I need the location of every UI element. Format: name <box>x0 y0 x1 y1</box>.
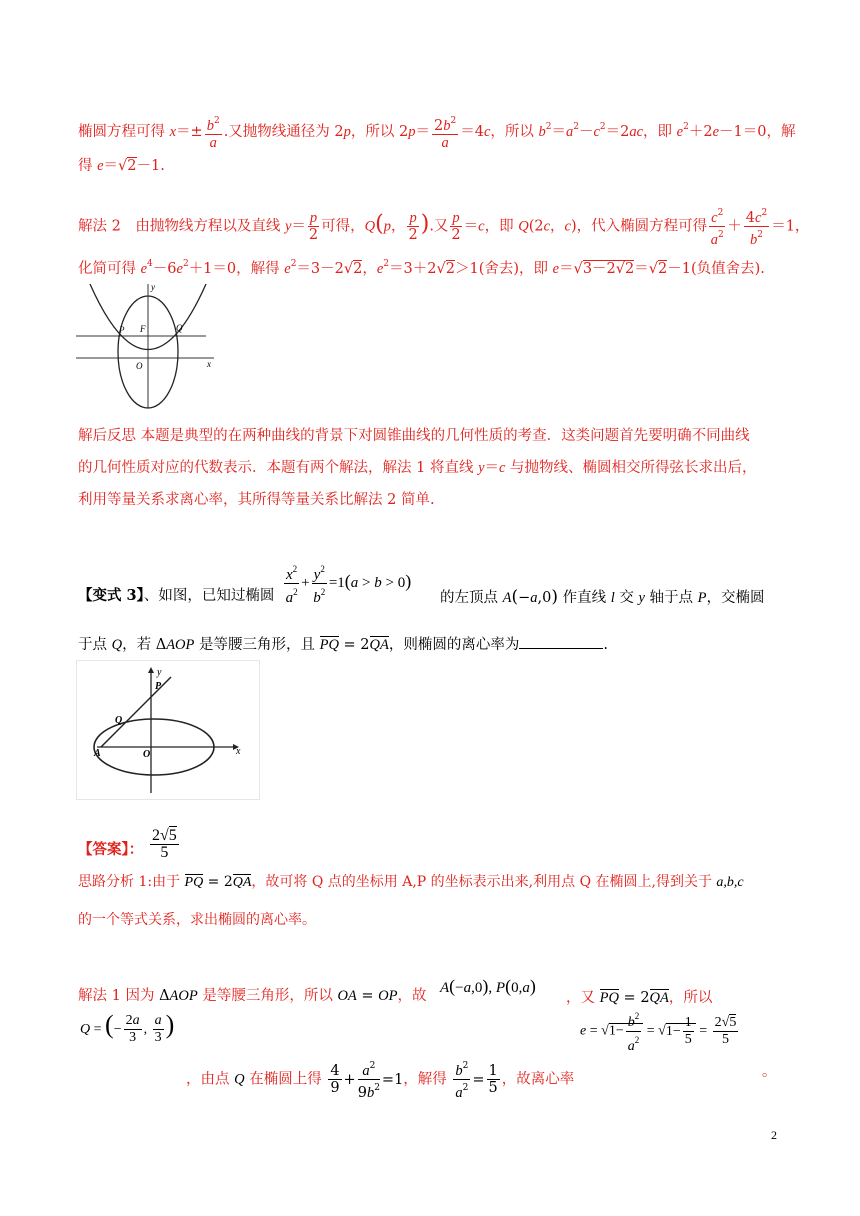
solution1-line1: 椭圆方程可得 x＝± $\frac{b^2}{a}$ .又抛物线通径为 2p，所以 2p＝ $\frac{2b^2}{a}$ ＝4c，所以 $b^2=a^2-c^2=2ac$，即 $e^2+2e-1=0$，解 <box>78 113 795 151</box>
reflection-line2: 的几何性质对应的代数表示．本题有两个解法，解法 1 将直线 y＝c 与抛物线、椭圆相交所得弦长求出后， <box>78 460 757 476</box>
fig1-label-q: Q <box>176 323 183 333</box>
answer-blank <box>519 634 603 649</box>
solution1b-e: e = √1− $\frac{b^2}{a^2}$ = √1− $\frac{1}{5}$ = $\frac{2√5}{5}$ <box>580 1008 740 1055</box>
variant-tag: 【变式 3】 <box>78 587 144 604</box>
variant-line2: 于点 Q，若 ΔAOP 是等腰三角形，且 PQ = 2QA，则椭圆的离心率为 . <box>78 634 608 655</box>
fig2-label-y: y <box>157 667 162 678</box>
fig1-label-f: F <box>140 324 146 334</box>
fig1-label-x: x <box>207 359 211 369</box>
fig2-label-q: Q <box>115 715 123 726</box>
fig2-label-p: P <box>155 681 162 692</box>
variant-line1-rest: 的左顶点 A(−a,0) 作直线 l 交 y 轴于点 P，交椭圆 <box>440 587 765 607</box>
figure-parabola-ellipse <box>76 280 216 410</box>
fig2-label-x: x <box>236 746 241 757</box>
solution1b-end: 。 <box>762 1064 777 1080</box>
solution1b-points: A(−a,0), P(0,a) <box>440 976 536 996</box>
analysis-line2: 的一个等式关系，求出椭圆的离心率。 <box>78 912 316 928</box>
reflection-line3: 利用等量关系求离心率，其所得等量关系比解法 2 简单. <box>78 492 435 508</box>
reflection-line1: 解后反思 本题是典型的在两种曲线的背景下对圆锥曲线的几何性质的考查．这类问题首先要明确不同曲线 <box>78 428 750 444</box>
variant-line1 <box>78 586 274 606</box>
fig1-label-p: P <box>119 325 125 335</box>
answer-value: $\frac{2√5}{5}$ <box>152 827 177 861</box>
figure-ellipse-line <box>76 660 260 800</box>
solution1b-q: Q = (− $\frac{2a}{3}$ , $\frac{a}{3}$ ) <box>80 1010 175 1046</box>
fig2-label-a: A <box>94 748 101 759</box>
solution1b-line1b: ，又 PQ = 2QA，所以 <box>566 990 713 1006</box>
variant-intro: 、如图，已知过椭圆 <box>143 588 275 604</box>
answer-tag: 【答案】： <box>78 841 144 858</box>
analysis-line1: 思路分析 1:由于 PQ = 2QA，故可将 Q 点的坐标用 A,P 的坐标表示出来,利用点 Q 在椭圆上,得到关于 a,b,c <box>78 874 744 890</box>
answer-line <box>78 840 143 860</box>
solution1b-line2: ，由点 Q 在椭圆上得 $\frac{4}{9}$ + $\frac{a^2}{9b^2}$ =1，解得 $\frac{b^2}{a^2}$ = $\frac{1}{5}$ ，故离心率 <box>186 1058 574 1101</box>
fig1-label-o: O <box>136 361 143 371</box>
solution2-line1: 解法 2 由抛物线方程以及直线 y＝ $\frac{p}{2}$ 可得，Q(p， $\frac{p}{2}$ ).又 $\frac{p}{2}$ ＝c，即 Q(2c，c)，代入椭圆方程可得 $\frac{c^2}{a^2}$ ＋ $\frac{4c^2}{b^2}$ ＝1， <box>78 205 809 248</box>
variant-equation: $\frac{x^2}{a^2}$ + $\frac{y^2}{b^2}$ =1(a > b > 0) <box>282 561 411 606</box>
solution2-line2: 化简可得 $e^4-6e^2+1=0$，解得 $e^2=3-2√2$，$e^2=3+2√2>1$(舍去)，即 e＝√3－2√2＝√2－1(负值舍去). <box>78 259 765 277</box>
fig1-label-y: y <box>151 282 155 292</box>
solution1-line2: 得 e＝√2－1. <box>78 158 165 174</box>
solution1b-line1: 解法 1 因为 ΔAOP 是等腰三角形，所以 OA = OP，故 <box>78 988 427 1004</box>
fig2-label-o: O <box>143 749 151 760</box>
page-number: 2 <box>771 1128 777 1142</box>
